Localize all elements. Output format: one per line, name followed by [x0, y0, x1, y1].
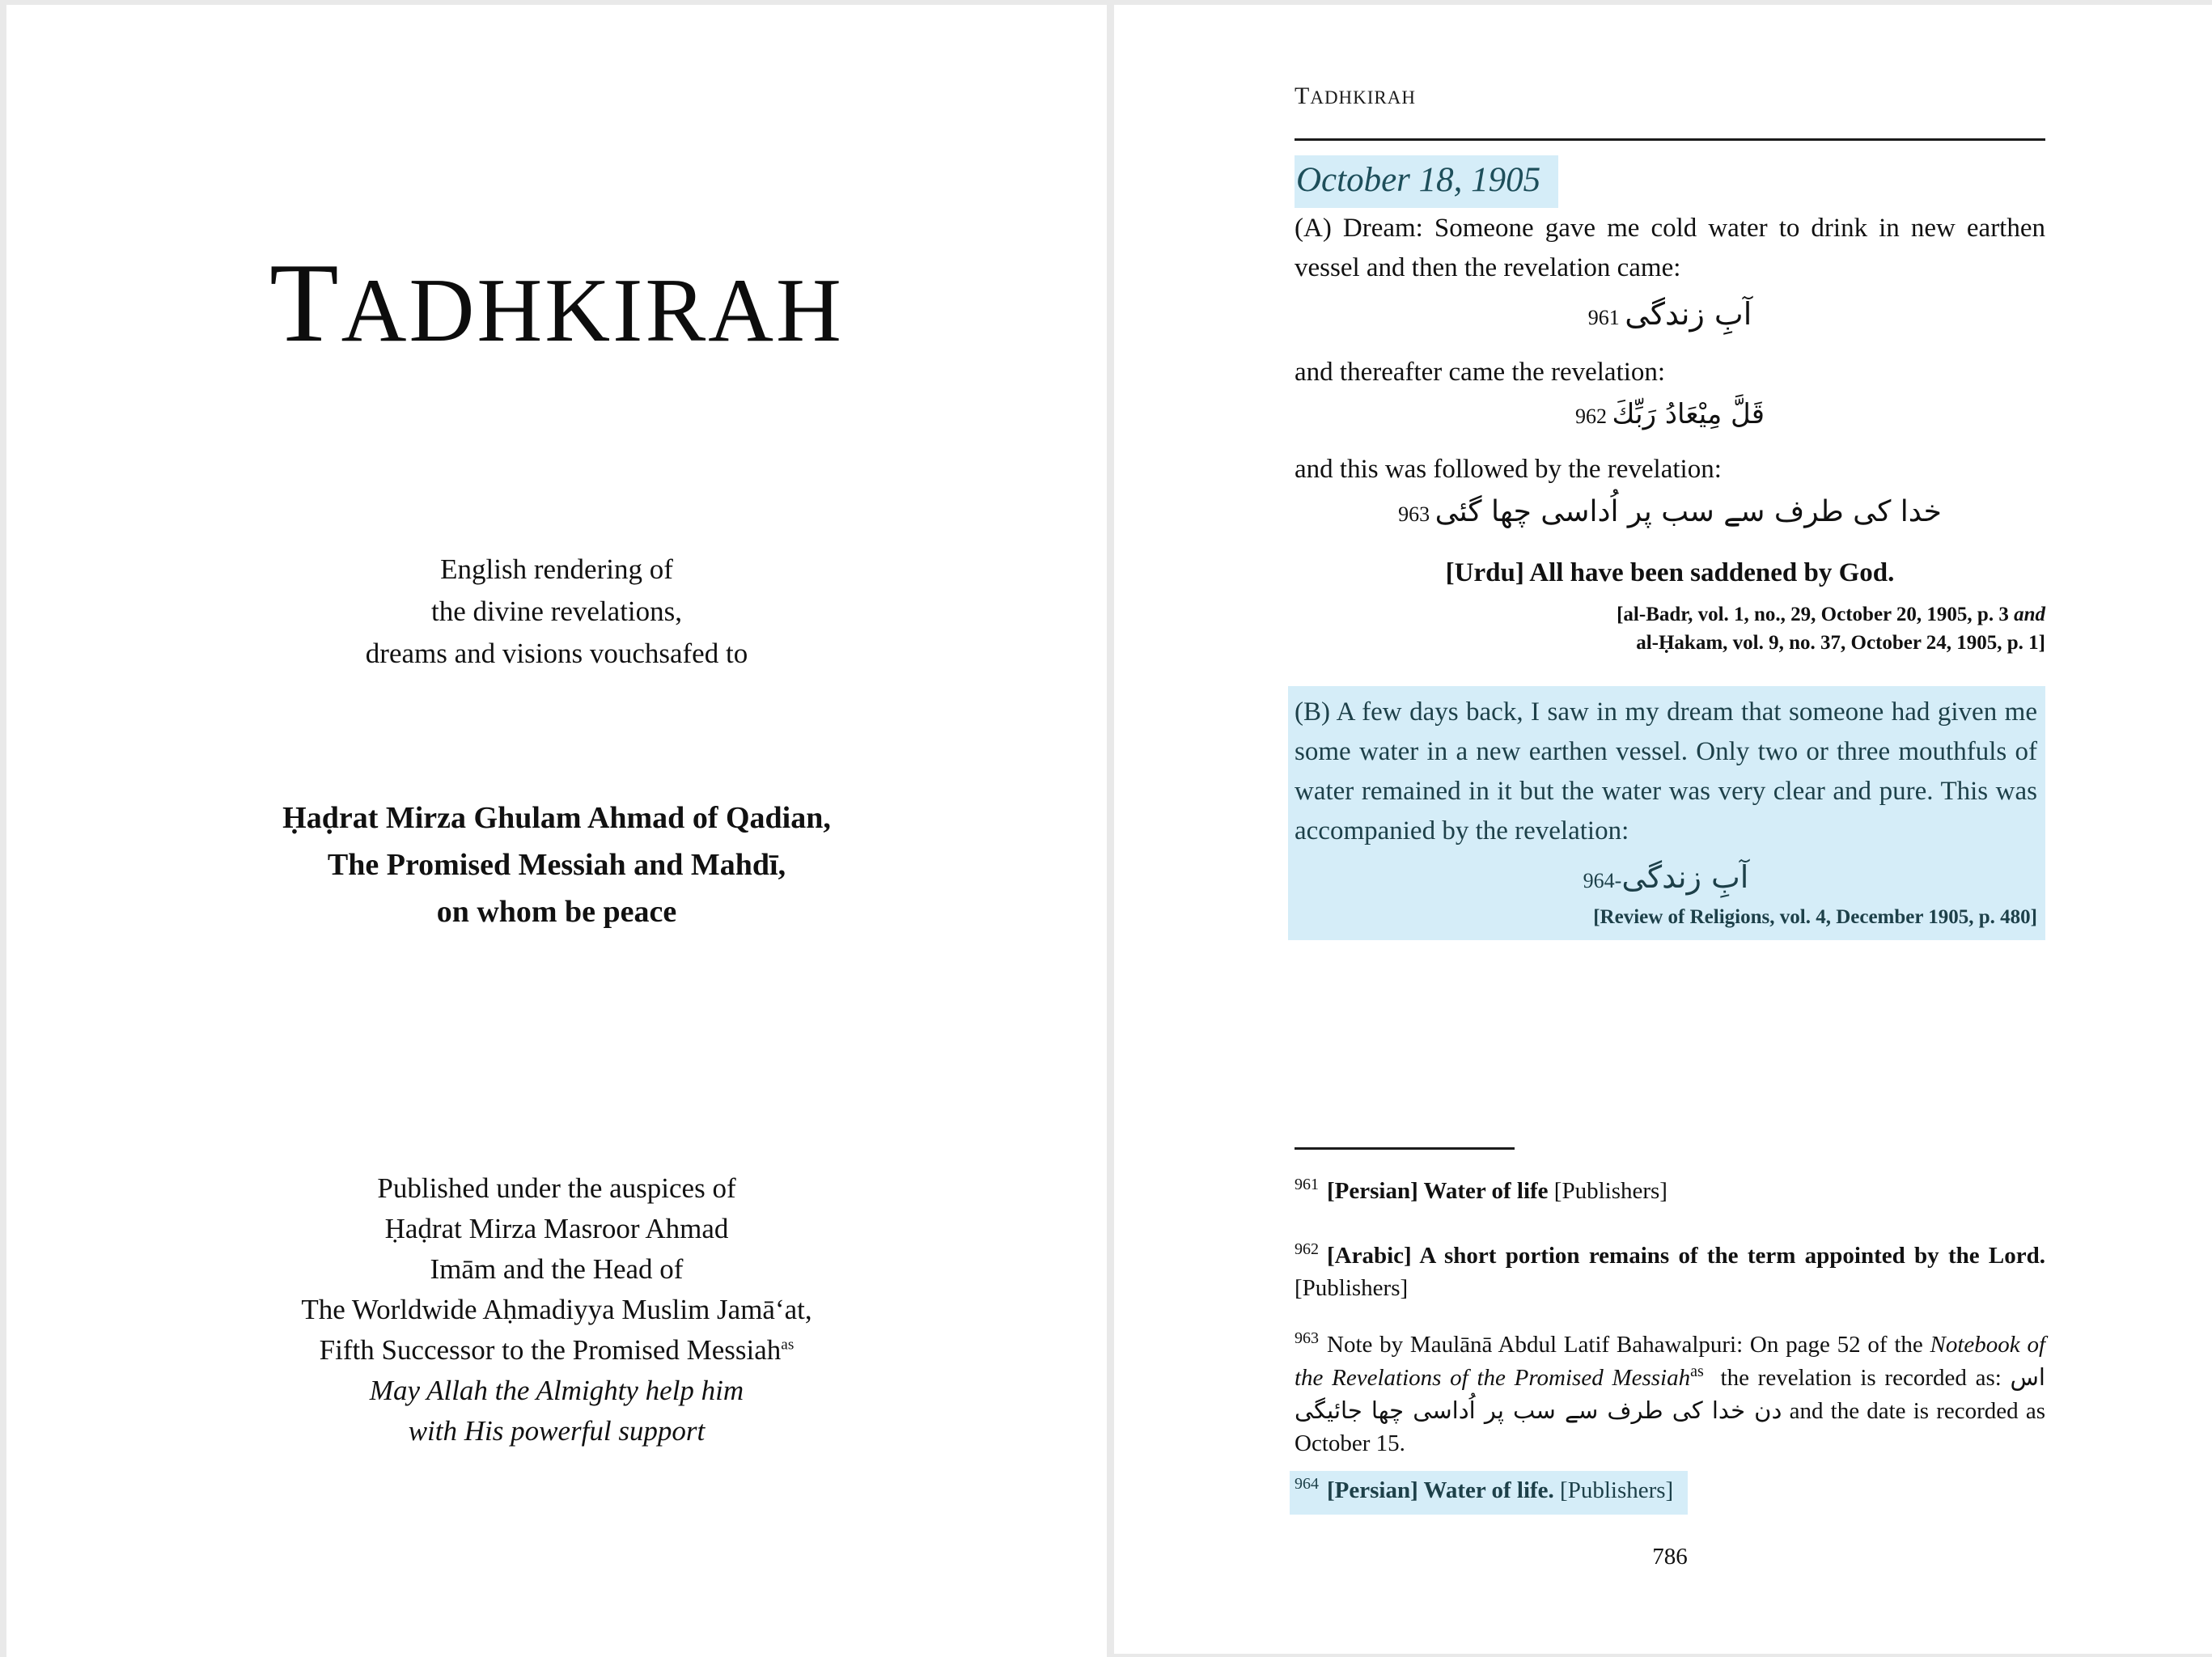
content-page	[1114, 5, 2212, 1654]
running-header-rest: ADHKIRAH	[1310, 87, 1416, 108]
revelation-4	[1295, 859, 2037, 895]
revelation-3	[1295, 495, 2045, 528]
publisher-block	[6, 1168, 1107, 1451]
revelation-1	[1295, 296, 2045, 332]
citation-a-line1	[1295, 600, 2045, 629]
subtitle-line: dreams and visions vouchsafed to	[365, 638, 748, 669]
title-page	[6, 5, 1107, 1657]
publisher-line-text: Fifth Successor to the Promised Messiah	[319, 1334, 782, 1366]
publisher-line: The Worldwide Aḥmadiyya Muslim Jamāʻat,	[301, 1294, 812, 1325]
translation-text: [Urdu] All have been saddened by God.	[1445, 558, 1895, 587]
footnote-964-highlight	[1290, 1471, 1688, 1515]
publisher-line	[6, 1330, 1107, 1371]
date-heading-row	[1295, 155, 2045, 208]
citation-a-and: and	[2014, 604, 2045, 625]
revelation-3-urdu-text: خدا کی طرف سے سب پر اُداسی چھا گئی	[1434, 495, 1942, 528]
header-rule	[1295, 138, 2045, 141]
citation-b: [Review of Religions, vol. 4, December 1905, p. 480]	[1593, 906, 2037, 928]
footnote-962	[1295, 1240, 2045, 1304]
citation-a	[1295, 600, 2045, 657]
author-line: on whom be peace	[436, 895, 677, 929]
footnote-962-bold: [Arabic] A short portion remains of the term appointed by the Lord.	[1327, 1243, 2045, 1269]
connector-text: and thereafter came the revelation:	[1295, 358, 1666, 387]
footnote-ref-962: 962	[1574, 405, 1607, 428]
revelation-4-urdu-text: آبِ زندگی	[1621, 859, 1749, 895]
footnote-962-number: 962	[1295, 1240, 1319, 1259]
book-title-initial: T	[269, 240, 341, 366]
footnote-961-number: 961	[1295, 1176, 1319, 1194]
publisher-line: Imām and the Head of	[430, 1253, 684, 1285]
footnote-964-bold: [Persian] Water of life.	[1327, 1477, 1554, 1503]
revelation-2	[1295, 398, 2045, 430]
subtitle-line: the divine revelations,	[430, 595, 683, 627]
book-subtitle	[6, 549, 1107, 675]
footnote-963-text2: the revelation is recorded as:	[1711, 1365, 2011, 1391]
footnote-ref-964: 964-	[1583, 869, 1622, 892]
running-header	[1295, 83, 2045, 110]
footnote-963-urdu-text: اس دن خدا کی طرف سے سب پر اُداسی چھا جائیگی	[1295, 1363, 2045, 1424]
paragraph-b-highlight	[1295, 686, 2045, 940]
footnote-963-superscript-as: as	[1690, 1362, 1704, 1381]
citation-a-line1-text: [al-Badr, vol. 1, no., 29, October 20, 1905, p. 3	[1617, 604, 2015, 625]
superscript-as: as	[781, 1336, 795, 1354]
footnote-ref-961: 961	[1587, 306, 1620, 329]
author-block	[6, 795, 1107, 935]
running-header-initial: T	[1295, 83, 1311, 109]
footnote-separator	[1295, 1147, 1515, 1150]
footnote-963-number: 963	[1295, 1329, 1319, 1348]
book-title-rest: ADHKIRAH	[341, 261, 844, 361]
citation-a-line2: al-Ḥakam, vol. 9, no. 37, October 24, 1905, p. 1]	[1636, 632, 2045, 654]
date-heading: October 18, 1905	[1295, 155, 1558, 208]
revelation-1-urdu-text: آبِ زندگی	[1625, 296, 1752, 332]
subtitle-line: English rendering of	[440, 553, 673, 585]
blessing-line: with His powerful support	[408, 1415, 706, 1447]
footnote-961	[1295, 1175, 2045, 1207]
footnote-961-plain: [Publishers]	[1548, 1178, 1667, 1204]
footnote-964-number: 964	[1295, 1475, 1319, 1494]
page-number: 786	[1652, 1544, 1688, 1570]
paragraph-b: (B) A few days back, I saw in my dream that someone had given me some water in a new earthen vessel. Only two or three mouthfuls of water remained in it but the water was very clear and pure. This was accompanied by the revelation:	[1295, 697, 2037, 845]
highlighted-passage	[1288, 686, 2045, 940]
footnote-963-italic-title: Notebook of the Revelations of the Promised Messiah	[1295, 1332, 2045, 1391]
blessing-line: May Allah the Almighty help him	[369, 1375, 744, 1406]
publisher-line: Published under the auspices of	[377, 1172, 736, 1204]
footnote-962-plain: [Publishers]	[1295, 1275, 1409, 1301]
revelation-2-arabic-text: قَلَّ مِيْعَادُ رَبِّكَ	[1612, 398, 1765, 430]
book-title	[6, 238, 1107, 368]
footnote-963	[1295, 1329, 2045, 1460]
footnote-964-plain: [Publishers]	[1553, 1477, 1674, 1503]
paragraph-a: (A) Dream: Someone gave me cold water to drink in new earthen vessel and then the revelation came:	[1295, 214, 2045, 282]
footnote-ref-963: 963	[1398, 502, 1430, 526]
author-line: Ḥaḍrat Mirza Ghulam Ahmad of Qadian,	[282, 801, 831, 835]
footnote-964	[1295, 1471, 2045, 1515]
publisher-line: Ḥaḍrat Mirza Masroor Ahmad	[384, 1213, 729, 1244]
footnote-963-text3: and the date is recorded as October 15.	[1295, 1398, 2046, 1456]
author-line: The Promised Messiah and Mahdī,	[327, 848, 786, 882]
connector-text: and this was followed by the revelation:	[1295, 455, 1722, 484]
footnote-963-text1: Note by Maulānā Abdul Latif Bahawalpuri: On page 52 of the	[1327, 1332, 1930, 1358]
footnote-961-bold: [Persian] Water of life	[1327, 1178, 1549, 1204]
